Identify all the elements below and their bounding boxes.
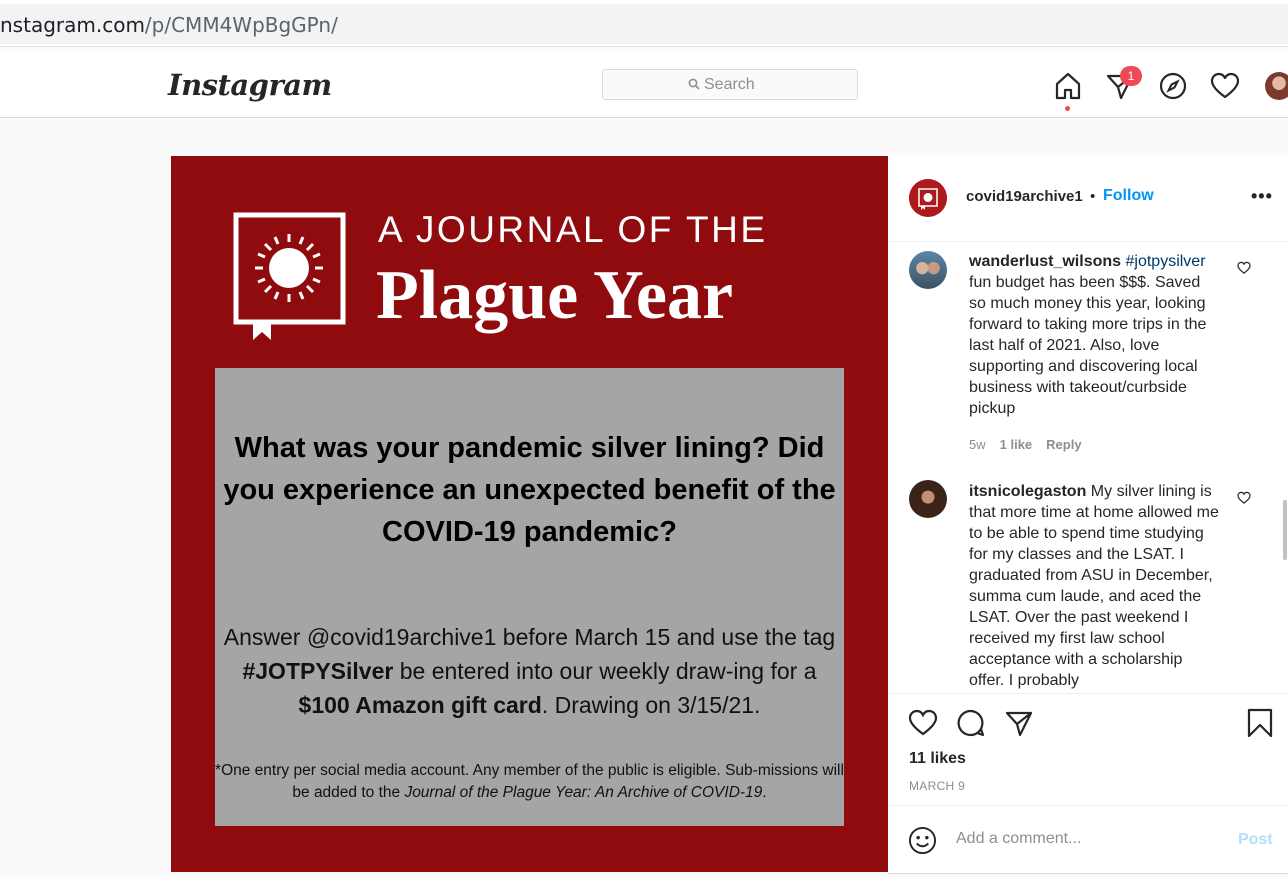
commenter-avatar[interactable] [909, 480, 947, 518]
url-path: /p/CMM4WpBgGPn/ [144, 13, 338, 37]
commenter-avatar[interactable] [909, 251, 947, 289]
emoji-icon[interactable] [908, 826, 937, 855]
save-bookmark-icon[interactable] [1245, 708, 1275, 738]
journal-subtitle: A JOURNAL OF THE [378, 209, 768, 250]
comment-input[interactable]: Add a comment... [956, 830, 1082, 847]
separator-dot: • [1090, 188, 1096, 205]
fineprint-text: *One entry per social media account. Any member of the public is eligible. Sub-missions will be added to the Journal of the Plague Year: An Archive of COVID-19. [215, 762, 844, 801]
explore-icon[interactable] [1158, 71, 1188, 101]
activity-heart-icon[interactable] [1210, 71, 1240, 101]
comment-text: wanderlust_wilsons #jotpysilver fun budget has been $$$. Saved so much money this year, looking forward to taking more trips in the last half of 2021. Also, love supporting and discovering local business with takeout/curbside pickup [969, 253, 1207, 417]
url-host: nstagram.com [0, 13, 145, 37]
share-icon[interactable] [1004, 708, 1034, 738]
question-text: What was your pandemic silver lining? Did you experience an unexpected benefit of the COVID-19 pandemic? [223, 432, 836, 548]
owner-avatar[interactable] [909, 179, 947, 217]
profile-avatar[interactable] [1265, 72, 1288, 100]
follow-button[interactable]: Follow [1103, 187, 1154, 204]
instagram-logo[interactable]: Instagram [168, 68, 332, 102]
add-comment-bar [888, 805, 1288, 873]
home-icon[interactable] [1053, 71, 1083, 101]
comments-scrollbar[interactable] [1283, 500, 1287, 560]
notification-badge: 1 [1120, 66, 1142, 86]
post-date: MARCH 9 [909, 779, 966, 793]
likes-count[interactable]: 11 likes [909, 750, 966, 767]
more-options-icon[interactable]: ••• [1251, 186, 1273, 206]
comment-username[interactable]: wanderlust_wilsons [969, 253, 1122, 270]
search-placeholder[interactable]: Search [688, 76, 755, 94]
answer-text: Answer @covid19archive1 before March 15 and use the tag #JOTPYSilver be entered into our weekly draw-ing for a $100 Amazon gift card. Drawing on 3/15/21. [223, 624, 836, 718]
url-text[interactable] [0, 13, 338, 37]
comment-icon[interactable] [956, 708, 986, 738]
comment-username[interactable]: itsnicolegaston [969, 483, 1087, 500]
comment-like-icon[interactable] [1237, 491, 1251, 505]
journal-logo-icon [233, 212, 346, 342]
post-comment-button[interactable]: Post [1238, 831, 1273, 848]
comment-hashtag[interactable]: #jotpysilver [1125, 253, 1206, 270]
comment-meta [969, 437, 1096, 452]
home-active-dot [1065, 106, 1070, 111]
comment-likes[interactable]: 1 like [999, 437, 1033, 452]
comment-like-icon[interactable] [1237, 261, 1251, 275]
comment-age: 5w [969, 437, 986, 452]
journal-title: Plague Year [376, 257, 734, 334]
owner-username[interactable]: covid19archive1 [966, 188, 1083, 205]
search-icon [688, 78, 700, 90]
like-heart-icon[interactable] [908, 708, 938, 738]
comment-text: itsnicolegaston My silver lining is that more time at home allowed me to be able to spend time studying for my classes and the LSAT. I graduated from ASU in December, summa cum laude, and aced the LSAT. Over the past weekend I received my first law school acceptance with a scholarship offer. I probably [969, 483, 1219, 689]
reply-button[interactable]: Reply [1046, 437, 1082, 452]
post-header [888, 156, 1288, 242]
